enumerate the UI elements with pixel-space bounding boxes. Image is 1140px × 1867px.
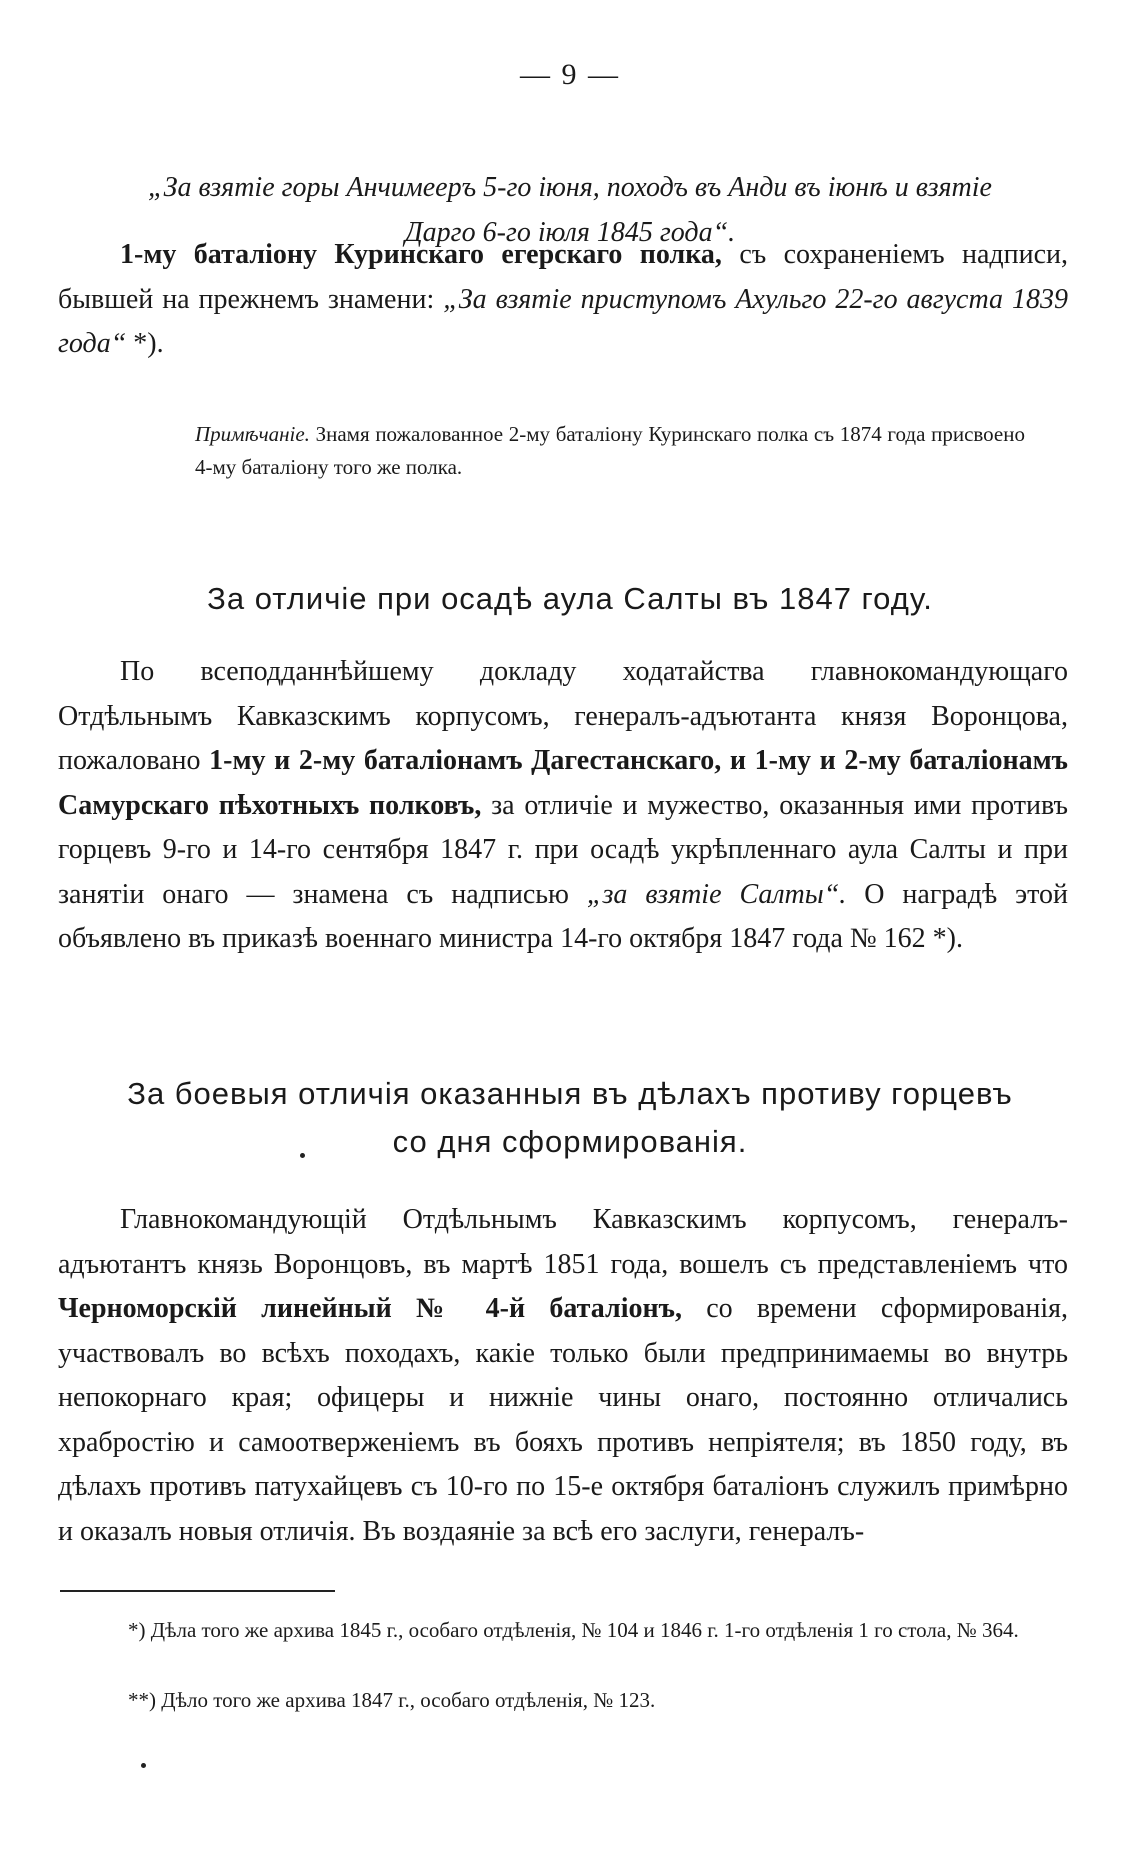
motto-line-2: Дарго 6-го іюля 1845 года“. <box>404 217 736 248</box>
section-heading-combat-distinctions <box>0 1070 1140 1166</box>
section-heading-salty: За отличіе при осадѣ аула Салты въ 1847 году. <box>207 581 933 616</box>
paragraph-text: Главнокомандующій Отдѣльнымъ Кавказскимъ корпусомъ, генералъ-адъютантъ князь Воронцовъ, въ мартѣ 1851 года, вошелъ съ представленіемъ что <box>58 1204 1068 1280</box>
heading-line-1: За боевыя отличія оказанныя въ дѣлахъ противу горцевъ <box>127 1076 1013 1111</box>
paragraph-black-sea-battalion <box>58 1198 1068 1554</box>
paragraph-text: О наградѣ этой объявлено въ приказѣ военнаго министра 14-го октября 1847 года № 162 *). <box>58 878 1068 954</box>
note-text: Знамя пожалованное 2-му баталіону Куринскаго полка съ 1874 года присвоено 4-му баталіону того же полка. <box>195 422 1025 479</box>
units-bold: 1-му и 2-му баталіонамъ Дагестанскаго, и 1-му и 2-му баталіонамъ Самурскаго пѣхотныхъ полковъ, <box>58 745 1068 821</box>
inscription-italic: „За взятіе приступомъ Ахульго 22-го августа 1839 года“ <box>58 283 1068 359</box>
unit-name-bold: 1-му баталіону Куринскаго егерскаго полка, <box>120 239 722 270</box>
paragraph-text: По всеподданнѣйшему докладу ходатайства главнокомандующаго Отдѣльнымъ Кавказскимъ корпусомъ, генералъ-адъютанта князя Воронцова, пожаловано <box>58 656 1068 776</box>
battalion-name-bold: Черноморскій линейный № 4-й баталіонъ, <box>58 1293 682 1324</box>
page-number: — 9 — <box>520 58 620 91</box>
motto-line-1: „За взятіе горы Анчимееръ 5-го іюня, походъ въ Анди въ іюнѣ и взятіе <box>148 172 992 203</box>
paragraph-text: за отличіе и мужество, оказанныя ими противъ горцевъ 9-го и 14-го сентября 1847 г. при осадѣ укрѣпленнаго аула Салты и при занятіи онаго — знамена съ надписью <box>58 789 1068 910</box>
footnote-ref: *). <box>126 328 164 359</box>
footnote-1: *) Дѣла того же архива 1845 г., особаго отдѣленія, № 104 и 1846 г. 1-го отдѣленія 1 го стола, № 364. <box>128 1618 1019 1642</box>
paragraph-salty-award <box>58 650 1068 962</box>
paragraph-kurinsky-regiment <box>58 233 1068 367</box>
inscription-italic: „за взятіе Салты“. <box>586 878 847 910</box>
footnote-divider <box>60 1590 335 1592</box>
paragraph-text: съ сохраненіемъ надписи, бывшей на прежнемъ знамени: <box>58 239 1069 315</box>
heading-line-2: со дня сформированія. <box>392 1124 748 1159</box>
print-speck <box>141 1763 146 1768</box>
footnote-2: **) Дѣло того же архива 1847 г., особаго отдѣленія, № 123. <box>128 1688 656 1712</box>
note-label: Примѣчаніе. <box>195 422 310 446</box>
paragraph-text: со времени сформированія, участвовалъ во всѣхъ походахъ, какіе только были предпринимаемы во внутрь непокорнаго края; офицеры и нижніе чины онаго, постоянно отличались храбростію и самоотверженіемъ въ бояхъ противъ непріятеля; въ 1850 году, въ дѣлахъ противъ патухайцевъ съ 10-го по 15-е октября баталіонъ служилъ примѣрно и оказалъ новыя отличія. Въ воздаяніе за всѣ его заслуги, генералъ- <box>58 1293 1068 1547</box>
note-paragraph <box>195 418 1025 484</box>
print-speck <box>300 1153 305 1158</box>
